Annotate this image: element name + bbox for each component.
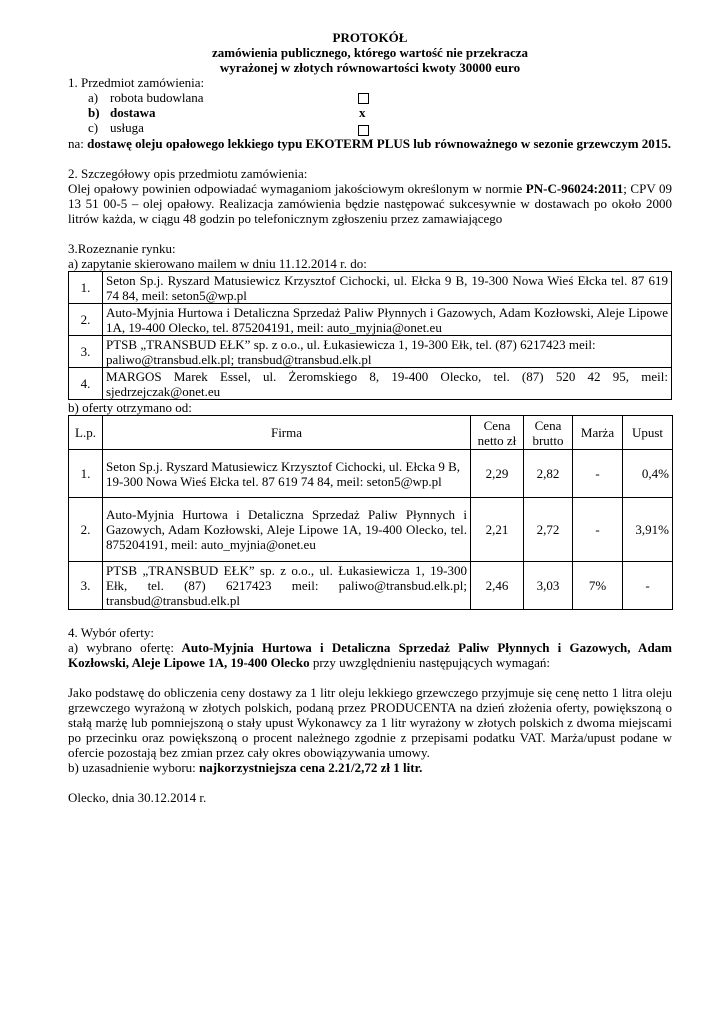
- place-date: Olecko, dnia 30.12.2014 r.: [68, 790, 207, 805]
- inquiries-table: [68, 271, 672, 400]
- checkbox-icon: [358, 93, 369, 104]
- section3-sub-b: b) oferty otrzymano od:: [68, 400, 192, 415]
- table-row: 2. Auto-Myjnia Hurtowa i Detaliczna Sprzedaż Paliw Płynnych i Gazowych, Adam Kozłowski, Aleje Lipowe 1A, 19-400 Olecko, tel. 875204191, meil: auto_myjnia@onet.eu 2,21 2,72 - 3,91%: [69, 498, 673, 562]
- table-row: 1. Seton Sp.j. Ryszard Matusiewicz Krzysztof Cichocki, ul. Ełcka 9 B, 19-300 Nowa Wieś Ełcka tel. 87 619 74 84, meil: seton5@wp.pl: [69, 272, 672, 304]
- table-row: 1. Seton Sp.j. Ryszard Matusiewicz Krzysztof Cichocki, ul. Ełcka 9 B, 19-300 Nowa Wieś Ełcka tel. 87 619 74 84, meil: seton5@wp.pl 2,29 2,82 - 0,4%: [69, 450, 673, 498]
- section3-heading: 3.Rozeznanie rynku:: [68, 241, 176, 256]
- table-row: 2. Auto-Myjnia Hurtowa i Detaliczna Sprzedaż Paliw Płynnych i Gazowych, Adam Kozłowski, Aleje Lipowe 1A, 19-400 Olecko, tel. 875204191, meil: auto_myjnia@onet.eu: [69, 304, 672, 336]
- checkbox-icon: [358, 125, 369, 136]
- option-b: b) dostawa x: [88, 105, 366, 120]
- option-a: a) robota budowlana: [68, 90, 672, 105]
- section2-text: Olej opałowy powinien odpowiadać wymaganiom jakościowym określonym w normie PN-C-96024:2011; CPV 09 13 51 00-5 – olej opałowy. Realizacja zamówienia będzie następować sukcesywnie w dostawach po około 2000 litrów każda, w ciągu 48 godzin po telefonicznym zgłoszeniu przez zamawiającego: [68, 181, 673, 226]
- document-title: PROTOKÓŁ: [332, 30, 408, 45]
- table-row: 3. PTSB „TRANSBUD EŁK” sp. z o.o., ul. Łukasiewicza 1, 19-300 Ełk, tel. (87) 6217423 meil: paliwo@transbud.elk.pl; transbud@transbud.elk.pl: [69, 336, 672, 368]
- subject-description: na: dostawę oleju opałowego lekkiego typu EKOTERM PLUS lub równoważnego w sezonie grzewczym 2015.: [68, 136, 672, 151]
- protocol-document: [68, 30, 672, 805]
- section2-heading: 2. Szczegółowy opis przedmiotu zamówienia:: [68, 166, 308, 181]
- section1-heading: 1. Przedmiot zamówienia:: [68, 75, 205, 90]
- section3-sub-a: a) zapytanie skierowano mailem w dniu 11.12.2014 r. do:: [68, 256, 367, 271]
- option-c: c) usługa: [68, 120, 672, 136]
- section4-heading: 4. Wybór oferty:: [68, 625, 154, 640]
- table-header-row: L.p. Firma Cena netto zł Cena brutto Marża Upust: [69, 416, 673, 450]
- chosen-offer: a) wybrano ofertę: Auto-Myjnia Hurtowa i Detaliczna Sprzedaż Paliw Płynnych i Gazowych, Adam Kozłowski, Aleje Lipowe 1A, 19-400 Olecko przy uwzględnieniu następujących wymagań:: [68, 640, 673, 670]
- option-b-mark: x: [359, 105, 366, 120]
- table-row: 3. PTSB „TRANSBUD EŁK” sp. z o.o., ul. Łukasiewicza 1, 19-300 Ełk, tel. (87) 6217423 meil: paliwo@transbud.elk.pl; transbud@transbud.elk.pl 2,46 3,03 7% -: [69, 562, 673, 610]
- justification: b) uzasadnienie wyboru: najkorzystniejsza cena 2.21/2,72 zł 1 litr.: [68, 760, 423, 775]
- offers-table: [68, 415, 673, 610]
- table-row: 4. MARGOS Marek Essel, ul. Żeromskiego 8, 19-400 Olecko, tel. (87) 520 42 95, meil: sjedrzejczak@onet.eu: [69, 368, 672, 400]
- document-subtitle-1: zamówienia publicznego, którego wartość nie przekracza: [211, 45, 529, 60]
- document-subtitle-2: wyrażonej w złotych równowartości kwoty 30000 euro: [219, 60, 521, 75]
- price-basis-text: Jako podstawę do obliczenia ceny dostawy za 1 litr oleju lekkiego grzewczego przyjmuje się cenę netto 1 litra oleju grzewczego wyrażoną w złotych polskich, podaną przez PRODUCENTA na dzień złożenia oferty, powiększoną o stałą marżę lub pomniejszoną o stały upust Wykonawcy za 1 litr wyrażony w złotych polskich z dwoma miejscami po przecinku oraz powiększoną o procent należnego zgodnie z przepisami podatku VAT. Marża/upust podane w ofercie pozostają bez zmian przez cały okres obowiązywania umowy.: [68, 685, 672, 760]
